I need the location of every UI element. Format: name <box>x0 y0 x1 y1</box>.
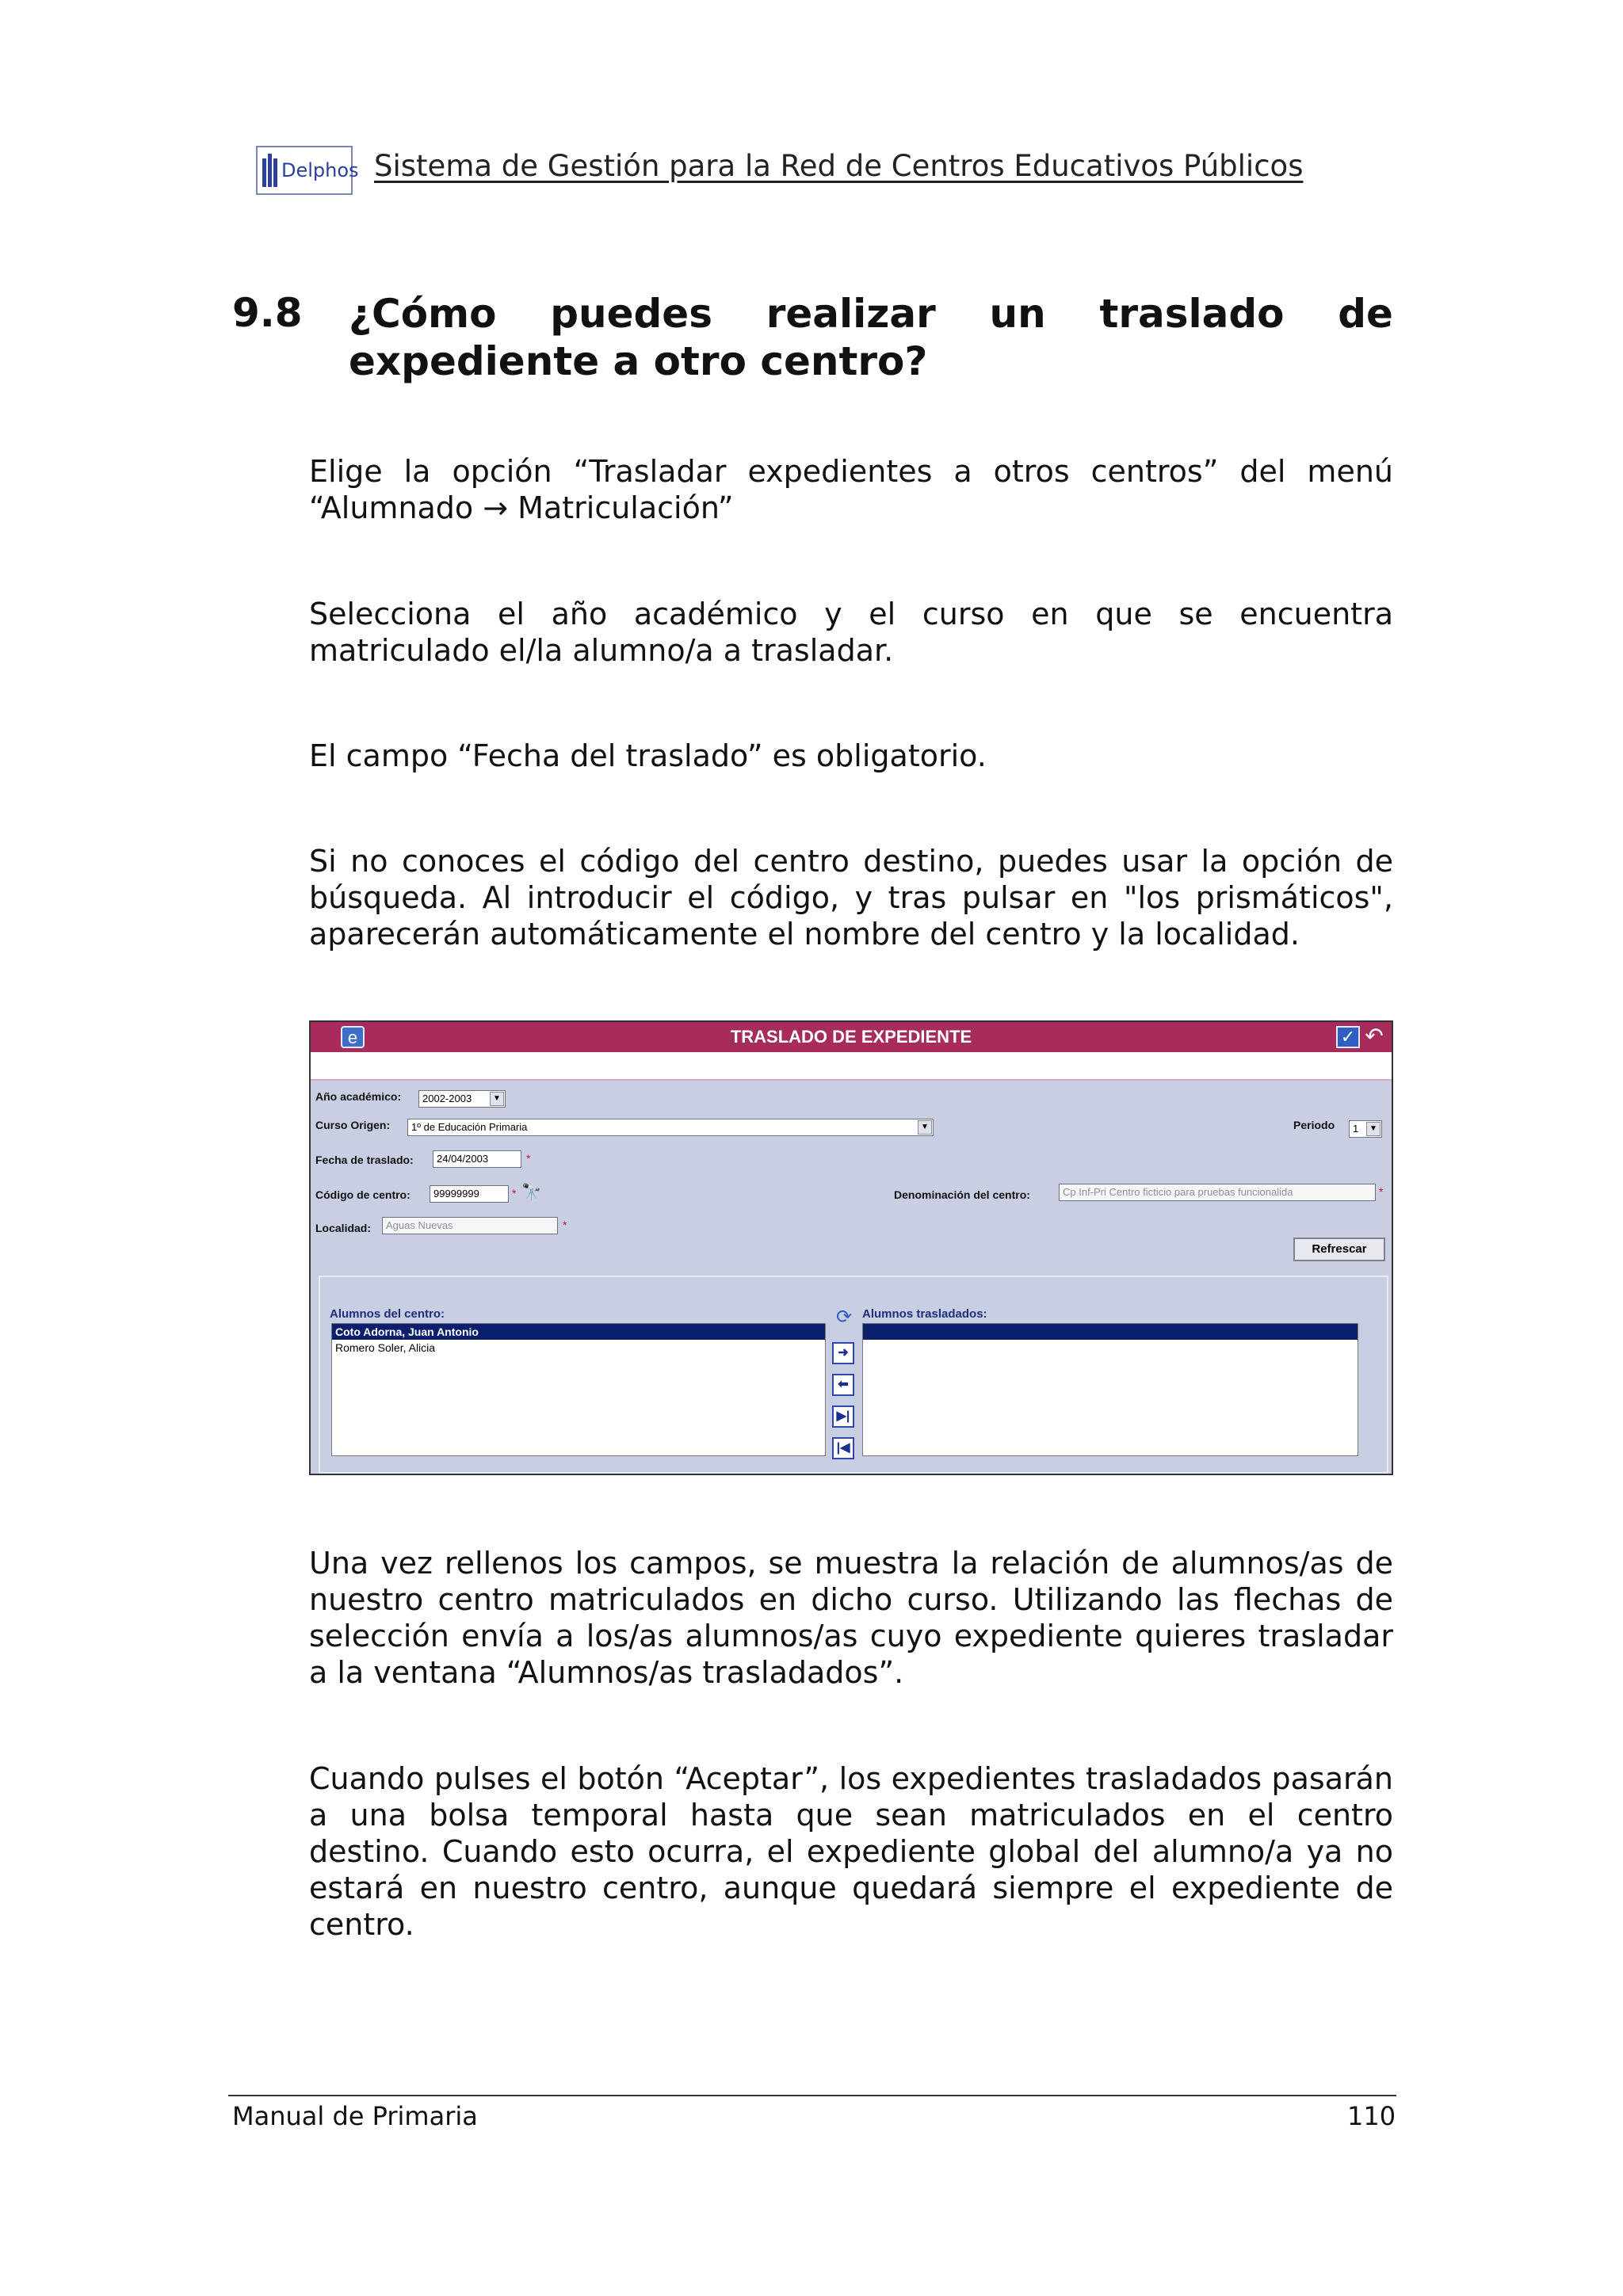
traslado-expediente-screenshot <box>309 1020 1393 1475</box>
required-mark: * <box>1379 1185 1384 1198</box>
heading-word: ¿Cómo <box>349 291 497 337</box>
refresh-icon[interactable]: ⟳ <box>835 1306 853 1328</box>
chevron-down-icon[interactable]: ▼ <box>490 1092 504 1106</box>
heading-word: de <box>1338 291 1393 337</box>
paragraph-3: El campo “Fecha del traslado” es obligatorio. <box>309 738 987 773</box>
list-item-empty-selected[interactable] <box>863 1324 1358 1340</box>
paragraph-2: Selecciona el año académico y el curso en que se encuentra matriculado el/la alumno/a a trasladar. <box>309 597 1393 668</box>
move-all-left-icon[interactable]: |◀ <box>832 1437 854 1459</box>
fecha-label: Fecha de traslado: <box>315 1154 414 1166</box>
anio-select[interactable]: 2002-2003 ▼ <box>418 1090 506 1108</box>
footer-divider <box>228 2095 1396 2096</box>
curso-label: Curso Origen: <box>315 1119 391 1131</box>
chevron-down-icon[interactable]: ▼ <box>1366 1122 1381 1136</box>
accept-check-icon[interactable]: ✓ <box>1336 1026 1360 1048</box>
heading-word: realizar <box>766 291 936 337</box>
anio-label: Año académico: <box>315 1090 402 1103</box>
heading-word: un <box>989 291 1046 337</box>
denominacion-field: Cp Inf-Pri Centro ficticio para pruebas funcionalida <box>1059 1184 1376 1201</box>
alumnos-centro-list[interactable] <box>331 1323 826 1456</box>
periodo-label: Periodo <box>1293 1119 1335 1131</box>
page-number: 110 <box>1347 2101 1396 2131</box>
arrow-right-icon[interactable]: ➜ <box>832 1342 854 1364</box>
heading-line-2: expediente a otro centro? <box>349 338 928 384</box>
heading-line-1 <box>349 290 1393 338</box>
refrescar-button[interactable]: Refrescar <box>1293 1238 1385 1261</box>
periodo-select[interactable]: 1 ▼ <box>1349 1120 1382 1138</box>
heading-word: traslado <box>1099 291 1285 337</box>
logo-text: Delphos <box>281 159 359 181</box>
required-mark: * <box>512 1187 517 1199</box>
search-form <box>311 1081 1392 1258</box>
footer-manual-title: Manual de Primaria <box>232 2101 478 2131</box>
chevron-down-icon[interactable]: ▼ <box>918 1120 932 1135</box>
list-item[interactable]: Romero Soler, Alicia <box>335 1341 436 1354</box>
curso-select[interactable]: 1º de Educación Primaria ▼ <box>407 1119 934 1136</box>
binoculars-icon[interactable]: 🔭 <box>521 1184 541 1201</box>
fecha-input[interactable]: 24/04/2003 <box>433 1150 521 1168</box>
student-lists-panel <box>319 1276 1388 1474</box>
alumnos-trasladados-label: Alumnos trasladados: <box>862 1307 987 1321</box>
alumnos-trasladados-list[interactable] <box>862 1323 1358 1456</box>
paragraph-6: Cuando pulses el botón “Aceptar”, los expedientes trasladados pasarán a una bolsa temporal hasta que sean matriculados en el centro destino. Cuando esto ocurra, el expediente global del alumno/a ya no estará en nuestro centro, aunque quedará siempre el expediente de centro. <box>309 1761 1393 1942</box>
e-icon[interactable]: e <box>341 1026 365 1048</box>
move-all-right-icon[interactable]: ▶| <box>832 1405 854 1428</box>
localidad-field: Aguas Nuevas <box>382 1217 558 1234</box>
section-number: 9.8 <box>232 290 303 336</box>
paragraph-5: Una vez rellenos los campos, se muestra la relación de alumnos/as de nuestro centro matriculados en dicho curso. Utilizando las flechas de selección envía a los/as alumnos/as cuyo expediente quieres trasladar a la ventana “Alumnos/as trasladados”. <box>309 1546 1393 1690</box>
pillars-icon <box>262 154 278 187</box>
window-titlebar <box>311 1022 1392 1052</box>
section-heading <box>349 290 1393 385</box>
required-mark: * <box>563 1219 567 1231</box>
codigo-input[interactable]: 99999999 <box>430 1185 509 1203</box>
required-mark: * <box>526 1152 531 1165</box>
paragraph-4: Si no conoces el código del centro destino, puedes usar la opción de búsqueda. Al introducir el código, y tras pulsar en "los prismáticos", aparecerán automáticamente el nombre del centro y la localidad. <box>309 844 1393 952</box>
localidad-label: Localidad: <box>315 1222 372 1234</box>
denominacion-label: Denominación del centro: <box>894 1188 1030 1201</box>
paragraph-1: Elige la opción “Trasladar expedientes a otros centros” del menú “Alumnado → Matriculación” <box>309 454 1393 525</box>
toolbar-band <box>311 1052 1392 1081</box>
window-title: TRASLADO DE EXPEDIENTE <box>730 1027 972 1047</box>
heading-word: puedes <box>550 291 712 337</box>
arrow-left-icon[interactable]: ⬅ <box>832 1374 854 1396</box>
alumnos-centro-label: Alumnos del centro: <box>330 1307 445 1321</box>
codigo-label: Código de centro: <box>315 1188 411 1201</box>
undo-icon[interactable]: ↶ <box>1365 1024 1384 1048</box>
header-title: Sistema de Gestión para la Red de Centros Educativos Públicos <box>374 149 1304 183</box>
list-item[interactable]: Coto Adorna, Juan Antonio <box>332 1324 825 1340</box>
delphos-logo <box>256 146 359 195</box>
